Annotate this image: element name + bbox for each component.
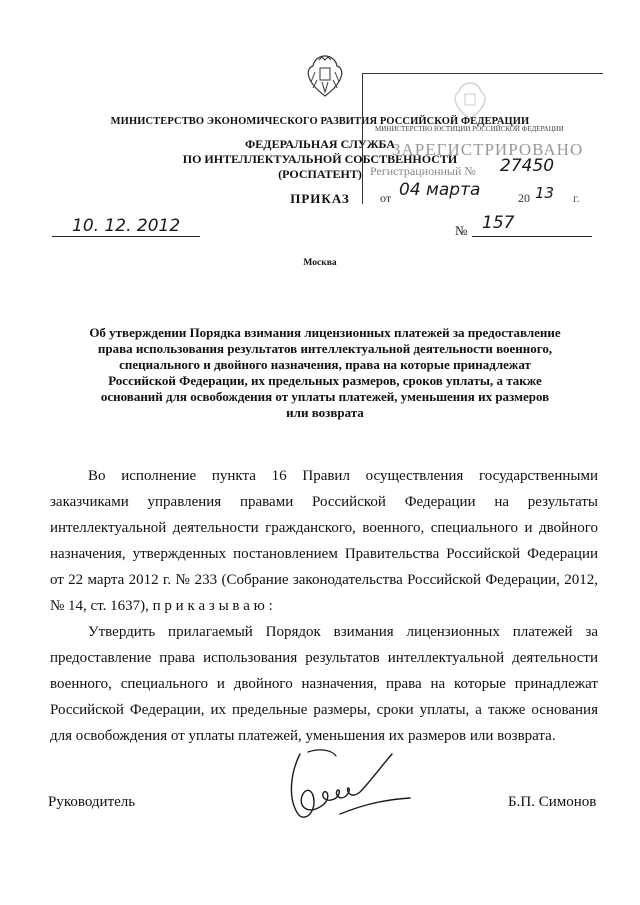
- title-line: права использования результатов интеллектуальной деятельности военного,: [97, 341, 553, 356]
- stamp-year-suffix: г.: [573, 191, 580, 205]
- title-line: специального и двойного назначения, права на которые принадлежат: [119, 357, 531, 372]
- paragraph1-line: № 14, ст. 1637), п р и к а з ы в а ю :: [50, 598, 273, 614]
- paragraph1-line: заказчиками управления правами Российской Федерации на результаты: [50, 494, 598, 510]
- paragraph1-line: назначения, утвержденных постановлением Правительства Российской Федерации: [50, 546, 598, 562]
- paragraph1-line: интеллектуальной деятельности гражданского, военного, специального и двойного: [50, 520, 598, 536]
- service-name-line2: ПО ИНТЕЛЛЕКТУАЛЬНОЙ СОБСТВЕННОСТИ: [182, 152, 458, 166]
- signature-icon: [280, 744, 420, 834]
- number-underline: [472, 236, 592, 237]
- signatory-name: Б.П. Симонов: [508, 794, 597, 810]
- state-emblem-icon: [305, 52, 345, 100]
- paragraph1-line: Во исполнение пункта 16 Правил осуществления государственными: [88, 468, 598, 484]
- stamp-year-handwritten: 13: [535, 184, 555, 202]
- stamp-registered-text: ЗАРЕГИСТРИРОВАНО: [392, 140, 584, 159]
- service-name-line3: (РОСПАТЕНТ): [278, 167, 362, 181]
- stamp-date-label: от: [380, 191, 392, 205]
- stamp-ministry-text: МИНИСТЕРСТВО ЮСТИЦИИ РОССИЙСКОЙ ФЕДЕРАЦИИ: [375, 125, 564, 133]
- stamp-reg-number: 27450: [500, 156, 555, 176]
- title-line: Российской Федерации, их предельных размеров, сроков уплаты, а также: [108, 373, 542, 388]
- number-sign: №: [455, 223, 468, 238]
- order-date-handwritten: 10. 12. 2012: [72, 216, 181, 236]
- stamp-year-prefix: 20: [518, 191, 530, 205]
- paragraph2-line: для освобождения от уплаты платежей, уменьшения их размеров или возврата.: [50, 728, 556, 744]
- date-underline: [52, 236, 200, 237]
- stamp-reg-number-label: Регистрационный №: [370, 164, 476, 178]
- paragraph2-line: Утвердить прилагаемый Порядок взимания лицензионных платежей за: [88, 624, 598, 640]
- paragraph2-line: военного, специального и двойного назначения, права на которые принадлежат: [50, 676, 598, 692]
- paragraph1-line: от 22 марта 2012 г. № 233 (Собрание законодательства Российской Федерации, 2012,: [50, 572, 598, 588]
- order-heading: ПРИКАЗ: [290, 191, 350, 206]
- title-line: Об утверждении Порядка взимания лицензионных платежей за предоставление: [89, 325, 561, 340]
- stamp-emblem-icon: [452, 80, 488, 122]
- service-name-line1: ФЕДЕРАЛЬНАЯ СЛУЖБА: [245, 137, 395, 151]
- signatory-position: Руководитель: [48, 794, 136, 810]
- title-line: или возврата: [286, 405, 364, 420]
- title-line: оснований для освобождения от уплаты платежей, уменьшения их размеров: [100, 389, 550, 404]
- ministry-name: МИНИСТЕРСТВО ЭКОНОМИЧЕСКОГО РАЗВИТИЯ РОССИЙСКОЙ ФЕДЕРАЦИИ: [110, 116, 530, 127]
- order-number-handwritten: 157: [482, 213, 515, 233]
- stamp-date-handwritten: 04 марта: [399, 180, 481, 200]
- document-title: [60, 325, 590, 421]
- paragraph2-line: Российской Федерации, их предельные размеры, сроки уплаты, а также основания: [50, 702, 598, 718]
- city-name: Москва: [303, 258, 337, 268]
- paragraph2-line: предоставление права использования результатов интеллектуальной деятельности: [50, 650, 598, 666]
